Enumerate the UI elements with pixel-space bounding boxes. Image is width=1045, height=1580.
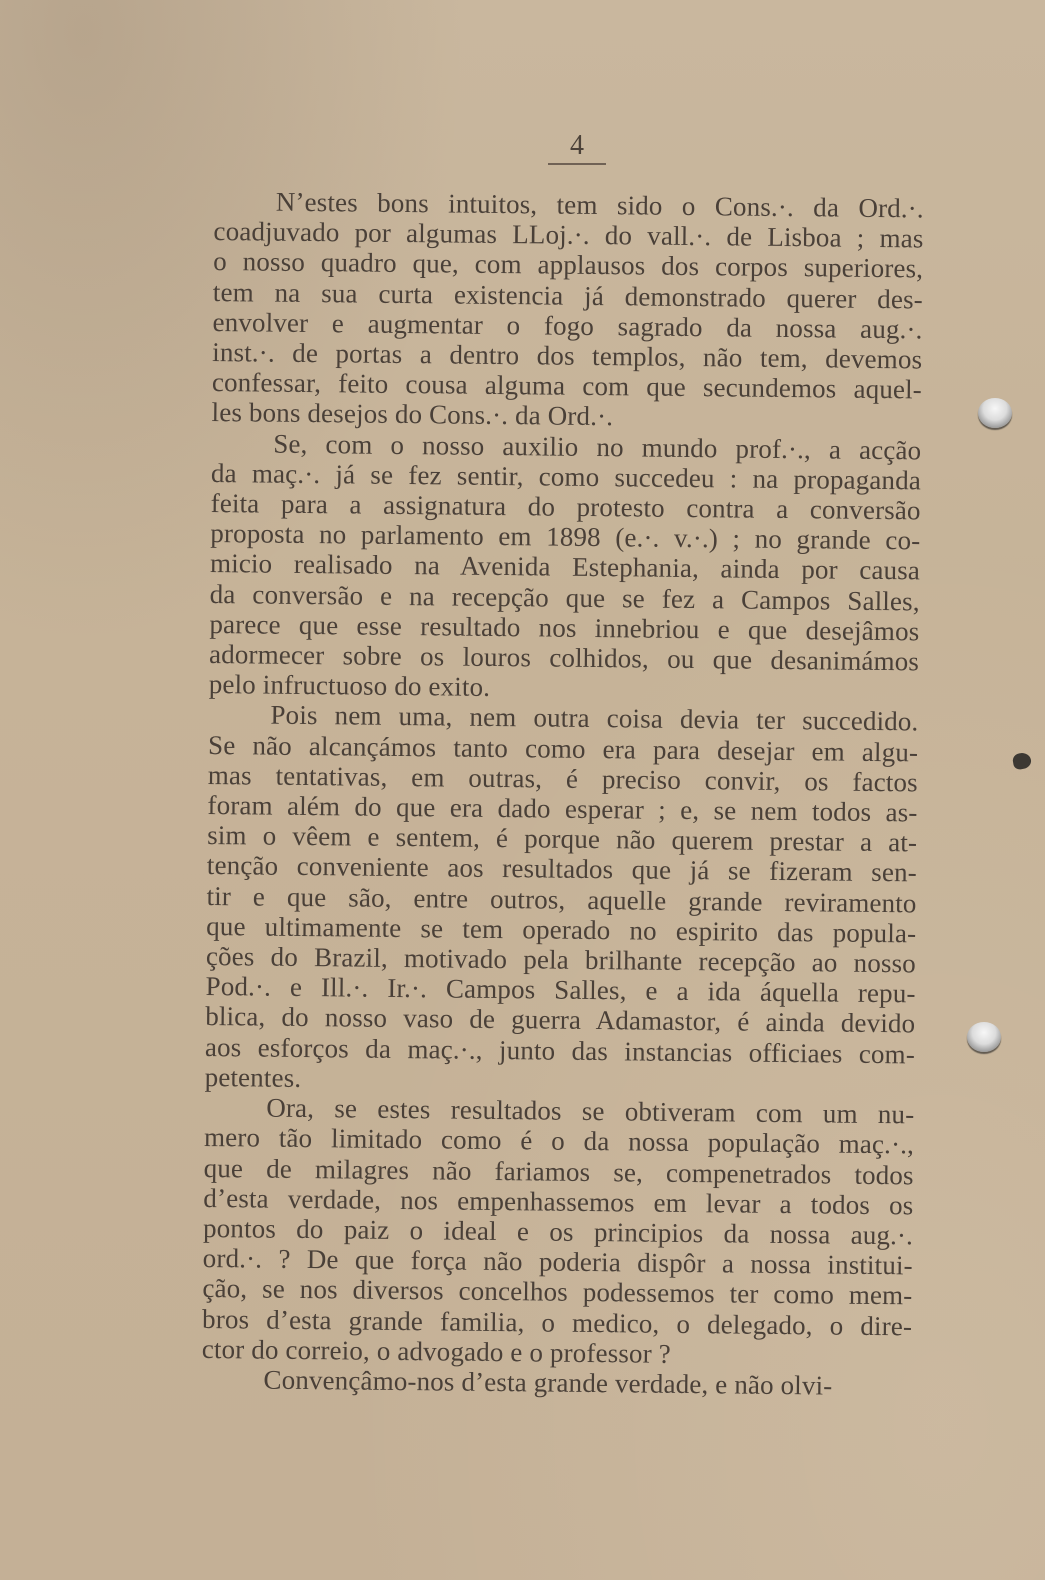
body-text bbox=[201, 186, 924, 1401]
text-line: da maç.·. já se fez sentir, como succedeu : na propaganda bbox=[210, 457, 922, 496]
punch-hole bbox=[967, 1022, 1001, 1052]
text-line: tir e que são, entre outros, aquelle grande reviramento bbox=[206, 880, 917, 919]
page-number-rule bbox=[548, 163, 606, 165]
text-line: bros d’esta grande familia, o medico, o delegado, o dire- bbox=[201, 1303, 913, 1341]
text-line: adormecer sobre os louros colhidos, ou que desanimámos bbox=[208, 639, 920, 677]
text-line: mas tentativas, em outras, é preciso convir, os factos bbox=[207, 759, 918, 798]
text-line: pontos do paiz o ideal e os principios da nossa aug.·. bbox=[202, 1212, 914, 1251]
punch-hole bbox=[978, 398, 1012, 428]
text-line: mero tão limitado como é o da nossa população maç.·., bbox=[203, 1122, 915, 1160]
text-line: Se, com o nosso auxilio no mundo prof.·., a acção bbox=[273, 428, 922, 466]
text-line: d’esta verdade, nos empenhassemos em levar a todos os bbox=[203, 1182, 914, 1221]
text-line: blica, do nosso vaso de guerra Adamastor, é ainda devido bbox=[205, 1001, 916, 1039]
text-line: Pod.·. e Ill.·. Ir.·. Campos Salles, e a ida áquella repu- bbox=[205, 971, 916, 1009]
text-line: ctor do correio, o advogado e o professor ? bbox=[201, 1333, 672, 1369]
text-line: N’estes bons intuitos, tem sido o Cons.·. da Ord.·. bbox=[275, 186, 924, 224]
text-line: Convençâmo-nos d’esta grande verdade, e não olvi- bbox=[263, 1364, 833, 1401]
text-line: les bons desejos do Cons.·. da Ord.·. bbox=[211, 397, 614, 432]
text-line: que de milagres não fariamos se, compenetrados todos bbox=[203, 1152, 914, 1190]
text-line: tem na sua curta existencia já demonstrado querer des- bbox=[212, 276, 924, 315]
text-line: parece que esse resultado nos innebriou e que desejâmos bbox=[209, 608, 920, 647]
text-line: o nosso quadro que, com applausos dos corpos superiores, bbox=[213, 246, 924, 284]
text-line: petentes. bbox=[204, 1061, 302, 1093]
text-line: micio realisado na Avenida Estephania, ainda por causa bbox=[209, 548, 921, 586]
text-line: pelo infructuoso do exito. bbox=[208, 669, 491, 703]
text-line: tenção conveniente aos resultados que já se fizeram sen- bbox=[206, 850, 918, 888]
text-line: feita para a assignatura do protesto contra a conversão bbox=[210, 488, 921, 526]
page-number: 4 bbox=[570, 130, 584, 161]
text-line: sim o vêem e sentem, é porque não querem prestar a at- bbox=[207, 820, 918, 858]
text-line: ção, se nos diversos concelhos podessemos ter como mem- bbox=[202, 1273, 913, 1311]
text-line: aos esforços da maç.·., junto das instancias officiaes com- bbox=[204, 1031, 916, 1070]
text-line: coadjuvado por algumas LLoj.·. do vall.·. de Lisboa ; mas bbox=[213, 216, 924, 254]
text-line: Pois nem uma, nem outra coisa devia ter succedido. bbox=[270, 700, 919, 737]
text-line: foram além do que era dado esperar ; e, se nem todos as- bbox=[207, 790, 918, 828]
text-line: envolver e augmentar o fogo sagrado da nossa aug.·. bbox=[212, 306, 923, 345]
text-line: que ultimamente se tem operado no espirito das popula- bbox=[206, 910, 917, 949]
text-line: confessar, feito cousa alguma com que secundemos aquel- bbox=[211, 367, 923, 405]
text-line: inst.·. de portas a dentro dos templos, não tem, devemos bbox=[212, 337, 923, 375]
text-line: Se não alcançámos tanto como era para desejar em algu- bbox=[207, 729, 919, 768]
text-line: Ora, se estes resultados se obtiveram com um nu- bbox=[266, 1092, 915, 1130]
text-line: proposta no parlamento em 1898 (e.·. v.·.) ; no grande co- bbox=[210, 518, 921, 556]
text-line: ord.·. ? De que força não poderia dispôr a nossa institui- bbox=[202, 1243, 913, 1281]
text-line: ções do Brazil, motivado pela brilhante recepção ao nosso bbox=[205, 941, 917, 979]
ink-mark bbox=[1012, 752, 1033, 771]
text-line: da conversão e na recepção que se fez a Campos Salles, bbox=[209, 578, 920, 617]
